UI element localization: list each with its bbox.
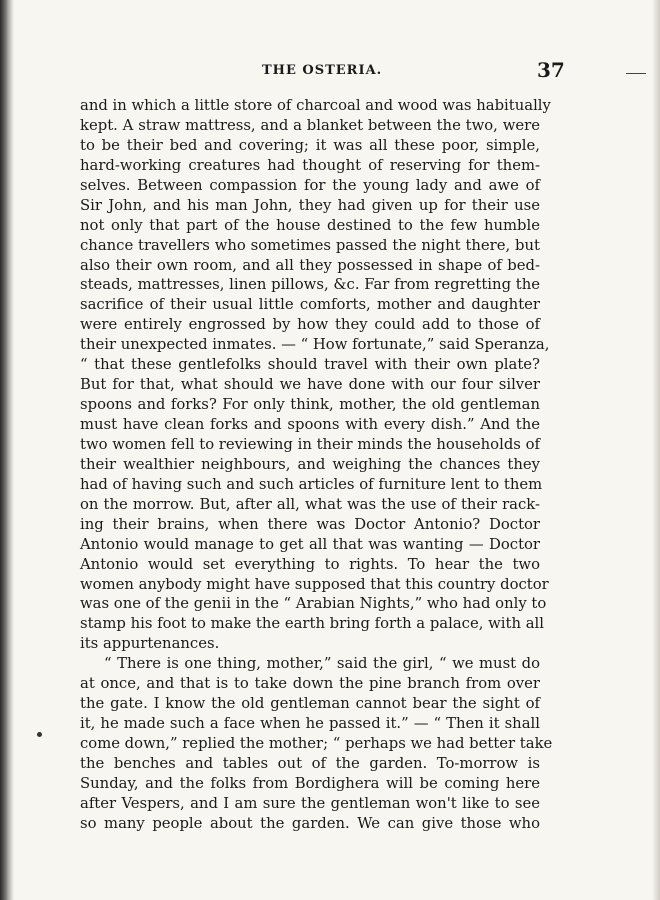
text-line: their unexpected inmates. — “ How fortunate,” said Speranza,: [80, 336, 550, 354]
text-line: sacrifice of their usual little comforts, mother and daughter: [80, 296, 540, 314]
running-title: THE OSTERIA.: [262, 63, 383, 78]
text-line: must have clean forks and spoons with every dish.” And the: [80, 416, 540, 433]
text-line: on the morrow. But, after all, what was the use of their rack-: [80, 495, 540, 513]
text-line: come down,” replied the mother; “ perhaps we had better take: [80, 735, 553, 752]
text-line: the benches and tables out of the garden. To-morrow is: [80, 754, 540, 772]
text-line: had of having such and such articles of furniture lent to them: [80, 475, 543, 493]
text-line: after Vespers, and I am sure the gentleman won't like to see: [80, 794, 540, 812]
text-line: and in which a little store of charcoal and wood was habitually: [80, 97, 551, 114]
ink-spot: [37, 732, 42, 737]
text-line: also their own room, and all they possessed in shape of bed-: [80, 256, 540, 274]
text-line: it, he made such a face when he passed it.” — “ Then it shall: [80, 715, 540, 733]
text-line: kept. A straw mattress, and a blanket between the two, were: [80, 116, 540, 134]
page-edge: [652, 0, 660, 900]
text-line: “ There is one thing, mother,” said the girl, “ we must do: [104, 655, 540, 673]
page-number: 37: [537, 58, 565, 82]
text-line: hard-working creatures had thought of reserving for them-: [80, 156, 540, 174]
text-line: women anybody might have supposed that this country doctor: [80, 575, 549, 593]
text-line: so many people about the garden. We can give those who: [80, 814, 540, 832]
text-line: to be their bed and covering; it was all these poor, simple,: [80, 136, 540, 154]
text-line: chance travellers who sometimes passed the night there, but: [80, 236, 540, 254]
text-line: its appurtenances.: [80, 635, 220, 653]
text-line: not only that part of the house destined to the few humble: [80, 216, 540, 234]
text-line: ing their brains, when there was Doctor Antonio? Doctor: [80, 515, 540, 533]
text-line: steads, mattresses, linen pillows, &c. Far from regretting the: [80, 276, 540, 294]
text-line: Sir John, and his man John, they had given up for their use: [80, 196, 540, 214]
text-line: Sunday, and the folks from Bordighera will be coming here: [80, 774, 540, 792]
text-line: But for that, what should we have done with our four silver: [80, 376, 540, 394]
text-line: Antonio would set everything to rights. To hear the two: [80, 555, 540, 573]
body-text: [80, 96, 553, 834]
text-line: the gate. I know the old gentleman cannot bear the sight of: [80, 695, 540, 713]
text-line: spoons and forks? For only think, mother, the old gentleman: [80, 396, 540, 414]
text-line: selves. Between compassion for the young lady and awe of: [80, 176, 540, 194]
text-line: two women fell to reviewing in their minds the households of: [80, 435, 540, 453]
text-line: stamp his foot to make the earth bring forth a palace, with all: [80, 615, 544, 633]
text-line: at once, and that is to take down the pine branch from over: [80, 675, 540, 693]
page-gutter-shadow: [0, 0, 14, 900]
text-line: were entirely engrossed by how they could add to those of: [80, 316, 540, 334]
text-line: was one of the genii in the “ Arabian Nights,” who had only to: [80, 595, 547, 613]
text-line: Antonio would manage to get all that was wanting — Doctor: [80, 535, 540, 553]
text-line: their wealthier neighbours, and weighing the chances they: [80, 455, 540, 473]
text-line: “ that these gentlefolks should travel with their own plate?: [80, 356, 540, 374]
margin-mark: [626, 73, 646, 74]
